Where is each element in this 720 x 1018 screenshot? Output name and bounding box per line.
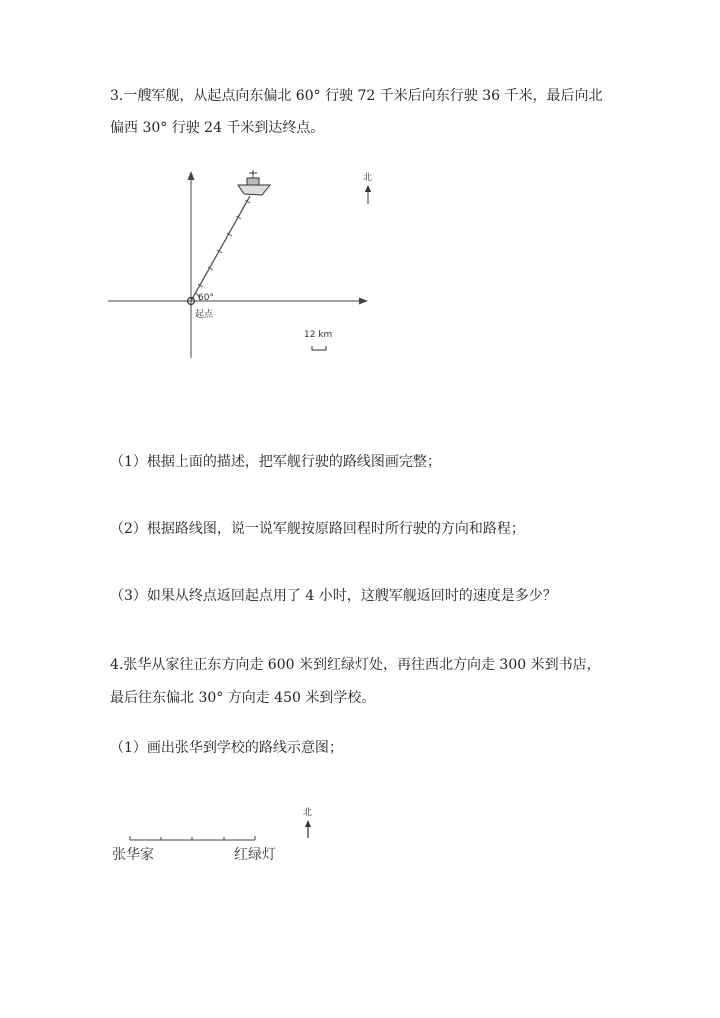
q4-text-line-1: 4.张华从家往正东方向走 600 米到红绿灯处，再往西北方向走 300 米到书店， [110, 657, 601, 673]
q3-text-line-2: 偏西 30° 行驶 24 千米到达终点。 [110, 120, 325, 136]
north-arrow-icon [365, 185, 371, 192]
q4-route-diagram [100, 800, 330, 870]
q3-north-axis-arrow [188, 171, 195, 180]
q3-east-axis-arrow [359, 298, 368, 305]
q4-north-label: 北 [303, 808, 313, 818]
q3-start-label: 起点 [195, 310, 214, 320]
q3-angle-label: 60° [198, 293, 214, 303]
q4-light-label: 红绿灯 [234, 847, 276, 863]
q4-home-label: 张华家 [112, 847, 154, 863]
q3-scale-bar [312, 346, 326, 350]
q4-sub-question-1: （1）画出张华到学校的路线示意图； [110, 740, 343, 756]
q3-sub-question-3: （3）如果从终点返回起点用了 4 小时，这艘军舰返回时的速度是多少？ [110, 588, 557, 604]
ship-icon [238, 170, 270, 195]
q4-text-line-2: 最后往东偏北 30° 方向走 450 米到学校。 [110, 690, 376, 706]
q3-sub-question-2: （2）根据路线图，说一说军舰按原路回程时所行驶的方向和路程； [110, 521, 525, 537]
north-arrow-icon [305, 820, 311, 827]
q4-line-ticks [130, 836, 255, 840]
q3-text-line-1: 3.一艘军舰，从起点向东偏北 60° 行驶 72 千米后向东行驶 36 千米，最后向北 [110, 88, 603, 104]
q3-scale-label: 12 km [304, 330, 333, 340]
q3-route-diagram [100, 160, 390, 365]
q3-north-label: 北 [363, 173, 373, 183]
q3-sub-question-1: （1）根据上面的描述，把军舰行驶的路线图画完整； [110, 454, 441, 470]
